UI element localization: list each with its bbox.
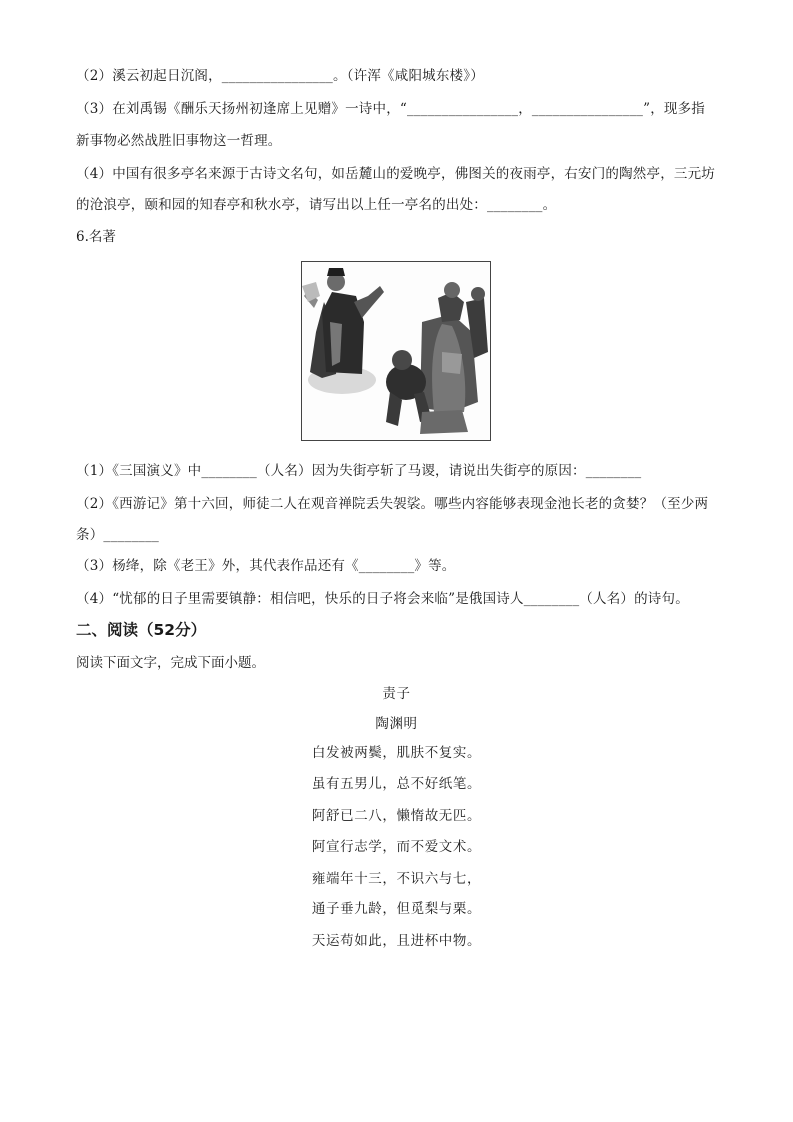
poem-line: 通子垂九龄，但觅梨与栗。 <box>311 901 482 917</box>
poem-line: 阿舒已二八，懒惰故无匹。 <box>311 808 482 824</box>
poem-title: 责子 <box>382 686 411 702</box>
question-5-item-4-cont: 的沧浪亭，颐和园的知春亭和秋水亭，请写出以上任一亭名的出处：________。 <box>76 197 557 213</box>
section-2-heading: 二、阅读（52分） <box>76 621 207 639</box>
question-6-item-2-cont: 条）________ <box>76 527 159 543</box>
question-6-title: 6.名著 <box>76 229 116 245</box>
illustration-figure <box>301 261 491 441</box>
question-5-item-2: （2）溪云初起日沉阁，________________。（许浑《咸阳城东楼》） <box>76 68 484 84</box>
poem-author: 陶渊明 <box>375 716 418 732</box>
question-6-item-4: （4）“忧郁的日子里需要镇静：相信吧，快乐的日子将会来临”是俄国诗人________（人名）的诗句。 <box>76 591 689 607</box>
poem-line: 白发被两鬓，肌肤不复实。 <box>311 745 482 761</box>
poem-line: 雍端年十三，不识六与七， <box>311 871 482 887</box>
question-6-item-3: （3）杨绛，除《老王》外，其代表作品还有《________》等。 <box>76 558 456 574</box>
poem-line: 阿宣行志学，而不爱文术。 <box>311 839 482 855</box>
reading-instruction: 阅读下面文字，完成下面小题。 <box>76 655 265 671</box>
question-5-item-3-cont: 新事物必然战胜旧事物这一哲理。 <box>76 133 282 149</box>
question-5-item-4: （4）中国有很多亭名来源于古诗文名句，如岳麓山的爱晚亭，佛图关的夜雨亭，右安门的陶然亭，三元坊 <box>76 166 715 182</box>
illustration-drawing <box>302 262 490 440</box>
poem-line: 虽有五男儿，总不好纸笔。 <box>311 776 482 792</box>
question-6-item-2: （2）《西游记》第十六回，师徒二人在观音禅院丢失袈裟。哪些内容能够表现金池长老的贪婪？（至少两 <box>76 496 709 512</box>
question-5-item-3: （3）在刘禹锡《酬乐天扬州初逢席上见赠》一诗中，“________________，________________”，现多指 <box>76 101 705 117</box>
question-6-item-1: （1）《三国演义》中________（人名）因为失街亭斩了马谡，请说出失街亭的原因：________ <box>76 463 642 479</box>
poem-line: 天运苟如此，且进杯中物。 <box>311 933 482 949</box>
